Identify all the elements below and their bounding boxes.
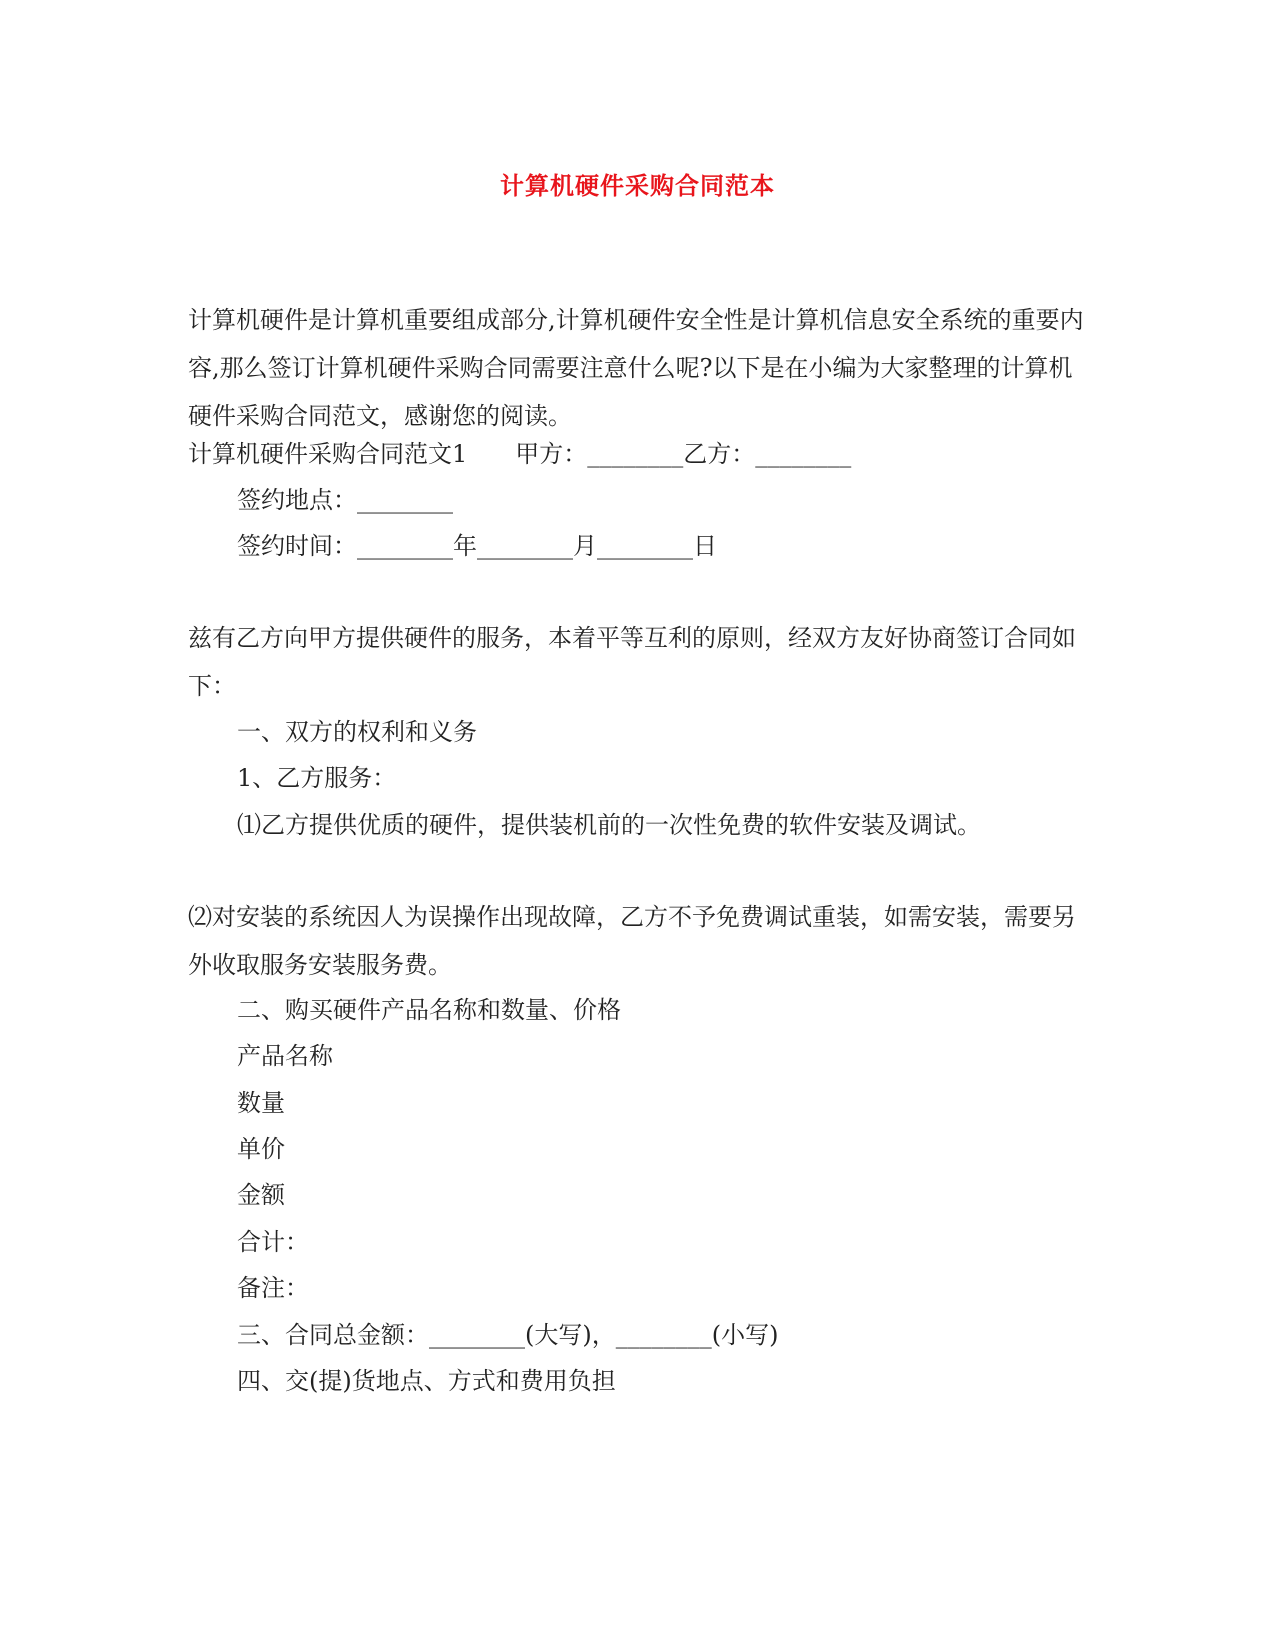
field-amount: 金额: [237, 1181, 285, 1209]
sample-heading-line: 计算机硬件采购合同范文1 甲方：________乙方：________: [188, 440, 852, 468]
sign-place-line: 签约地点：________: [237, 486, 453, 514]
section-2-heading: 二、购买硬件产品名称和数量、价格: [237, 996, 621, 1024]
section-3-heading: 三、合同总金额：________(大写)，________(小写): [237, 1321, 779, 1349]
item-1-heading: 1、乙方服务：: [237, 764, 397, 792]
section-1-heading: 一、双方的权利和义务: [237, 718, 477, 746]
intro-paragraph: 计算机硬件是计算机重要组成部分,计算机硬件安全性是计算机信息安全系统的重要内容,那么签订计算机硬件采购合同需要注意什么呢?以下是在小编为大家整理的计算机硬件采购合同范文，感谢您的阅读。: [188, 306, 1084, 430]
field-note: 备注：: [237, 1274, 309, 1302]
field-product-name: 产品名称: [237, 1042, 333, 1070]
field-quantity: 数量: [237, 1089, 285, 1117]
item-1-1-text: ⑴乙方提供优质的硬件，提供装机前的一次性免费的软件安装及调试。: [237, 811, 981, 839]
section-4-heading: 四、交(提)货地点、方式和费用负担: [237, 1367, 616, 1395]
sign-time-line: 签约时间：________年________月________日: [237, 532, 717, 560]
document-title: 计算机硬件采购合同范本: [500, 171, 775, 200]
field-total: 合计：: [237, 1228, 309, 1256]
preamble-paragraph: 兹有乙方向甲方提供硬件的服务，本着平等互利的原则，经双方友好协商签订合同如下：: [188, 624, 1076, 700]
field-unit-price: 单价: [237, 1135, 285, 1163]
item-1-2-text: ⑵对安装的系统因人为误操作出现故障，乙方不予免费调试重装，如需安装，需要另外收取服务安装服务费。: [188, 903, 1076, 979]
